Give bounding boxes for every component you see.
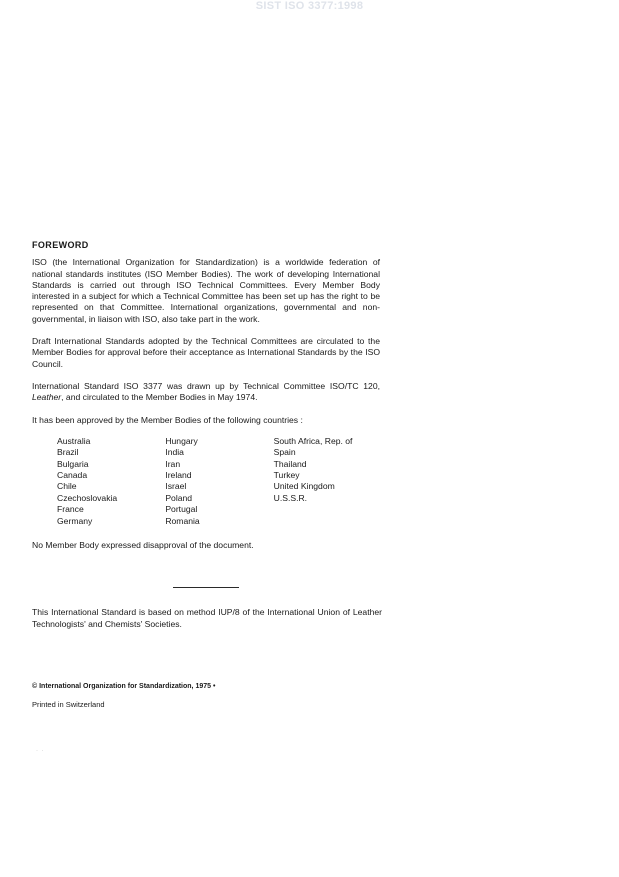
country-item: Australia bbox=[57, 435, 91, 446]
country-item: Canada bbox=[57, 470, 88, 481]
standard-text-after: , and circulated to the Member Bodies in May 1974. bbox=[61, 392, 258, 403]
country-item: Germany bbox=[57, 515, 93, 526]
country-column-2 bbox=[165, 436, 273, 527]
country-column-1 bbox=[57, 436, 165, 527]
section-divider bbox=[173, 587, 239, 588]
scan-specks: · · bbox=[36, 748, 44, 754]
country-item: Iran bbox=[165, 458, 181, 469]
country-item: South Africa, Rep. of bbox=[273, 435, 353, 446]
country-item: Thailand bbox=[273, 458, 307, 469]
country-item: Bulgaria bbox=[57, 458, 89, 469]
foreword-section bbox=[32, 240, 380, 562]
country-item: U.S.S.R. bbox=[273, 492, 308, 503]
country-item: France bbox=[57, 504, 84, 515]
basis-note: This International Standard is based on method IUP/8 of the International Union of Leather Technologists' and Chemists' Societies. bbox=[32, 607, 382, 629]
country-item: Brazil bbox=[57, 447, 79, 458]
watermark: SIST ISO 3377:1998 bbox=[255, 0, 364, 12]
country-item: Poland bbox=[165, 492, 193, 503]
country-item: Turkey bbox=[273, 470, 300, 481]
printed-in: Printed in Switzerland bbox=[32, 700, 105, 709]
foreword-paragraph-2: Draft International Standards adopted by the Technical Committees are circulated to the Member Bodies for approval before their acceptance as International Standards by the ISO Council. bbox=[32, 336, 380, 369]
copyright-line: © International Organization for Standardization, 1975 • bbox=[32, 683, 216, 690]
standard-text-italic: Leather bbox=[32, 392, 62, 403]
country-list bbox=[32, 436, 380, 527]
approved-intro: It has been approved by the Member Bodies of the following countries : bbox=[32, 414, 303, 425]
country-item: Spain bbox=[273, 447, 296, 458]
disapproval-note: No Member Body expressed disapproval of the document. bbox=[32, 540, 254, 551]
country-item: Ireland bbox=[165, 470, 192, 481]
country-item: India bbox=[165, 447, 184, 458]
standard-paragraph bbox=[32, 381, 380, 404]
country-item: United Kingdom bbox=[273, 481, 335, 492]
country-item: Portugal bbox=[165, 504, 198, 515]
country-column-3 bbox=[274, 436, 380, 527]
foreword-paragraph-1: ISO (the International Organization for Standardization) is a worldwide federation of national standards institutes (ISO Member Bodies). The work of developing International Standards is carried out through ISO Technical Committees. Every Member Body interested in a subject for which a Technical Committee has been set up has the right to be represented on that Committee. International organizations, governmental and non-governmental, in liaison with ISO, also take part in the work. bbox=[32, 257, 380, 324]
country-item: Chile bbox=[57, 481, 77, 492]
country-item: Israel bbox=[165, 481, 187, 492]
section-divider-wrap bbox=[32, 587, 239, 588]
foreword-heading: FOREWORD bbox=[32, 240, 89, 250]
country-item: Hungary bbox=[165, 435, 198, 446]
country-item: Czechoslovakia bbox=[57, 492, 118, 503]
standard-text-before: International Standard ISO 3377 was drawn up by Technical Committee ISO/TC 120, bbox=[32, 380, 380, 391]
country-item: Romania bbox=[165, 515, 200, 526]
